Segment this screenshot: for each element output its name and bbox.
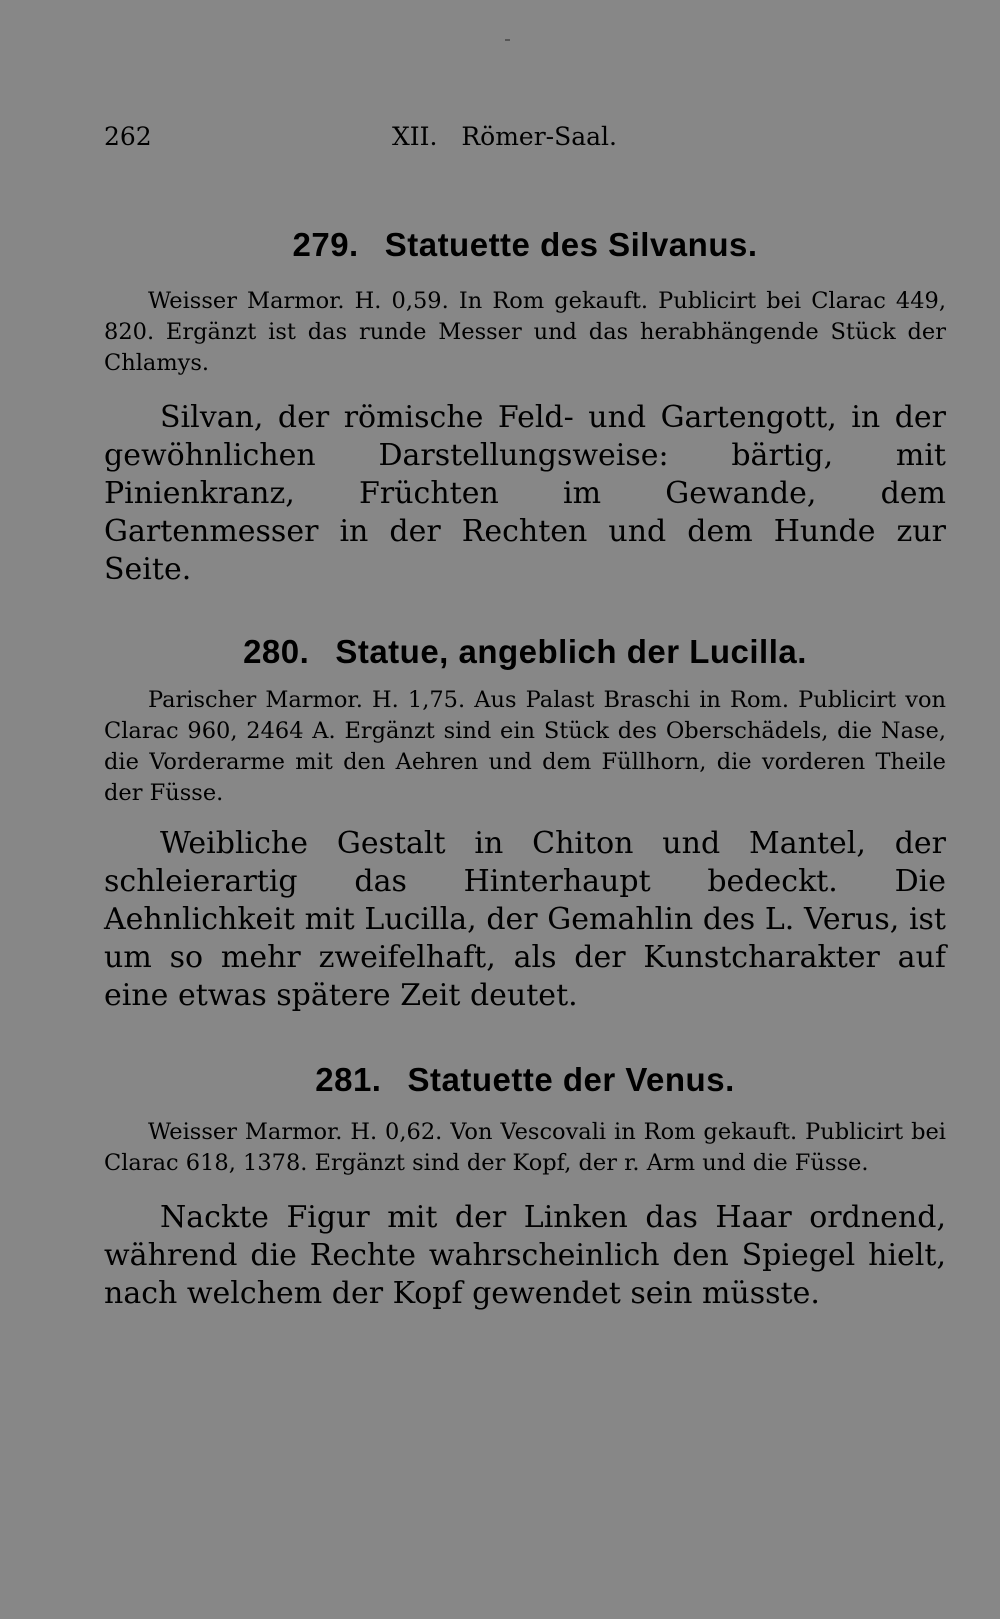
entry-279-heading: Statuette des Silvanus. [384, 226, 758, 263]
entry-280-body [104, 825, 946, 1015]
entry-279-title [104, 226, 946, 264]
entry-279-body [104, 399, 946, 589]
entry-281-meta [104, 1117, 946, 1179]
entry-279-number: 279. [292, 226, 359, 263]
entry-280-description: Weibliche Gestalt in Chiton und Mantel, der schleierartig das Hinterhaupt bedeckt. Die Aehnlichkeit mit Lucilla, der Gemahlin des L. Verus, ist um so mehr zweifelhaft, als der Kunstcharakter auf eine etwas spätere Zeit deutet. [104, 826, 946, 1013]
entry-280-meta [104, 685, 946, 809]
entry-281-body [104, 1199, 946, 1313]
entry-279-meta-text: Weisser Marmor. H. 0,59. In Rom gekauft. Publicirt bei Clarac 449, 820. Ergänzt ist das runde Messer und das herabhängende Stück der Chlamys. [104, 288, 946, 376]
entry-281-description: Nackte Figur mit der Linken das Haar ordnend, während die Rechte wahrscheinlich den Spiegel hielt, nach welchem der Kopf gewendet sein müsste. [104, 1200, 946, 1311]
running-header [104, 122, 946, 162]
entry-280-meta-text: Parischer Marmor. H. 1,75. Aus Palast Braschi in Rom. Publicirt von Clarac 960, 2464 A. Ergänzt sind ein Stück des Oberschädels, die Nase, die Vorderarme mit den Aehren und dem Füllhorn, die vorderen Theile der Füsse. [104, 687, 946, 806]
entry-279-meta [104, 286, 946, 379]
entry-280-title [104, 633, 946, 671]
entry-281-title [104, 1061, 946, 1099]
page-number: 262 [104, 122, 152, 151]
entry-279-description: Silvan, der römische Feld- und Gartengott, in der gewöhnlichen Darstellungsweise: bärtig, mit Pinienkranz, Früchten im Gewande, dem Gartenmesser in der Rechten und dem Hunde zur Seite. [104, 400, 946, 587]
entry-281-heading: Statuette der Venus. [407, 1061, 735, 1098]
paper-speck [505, 39, 510, 41]
section-title: XII. Römer-Saal. [392, 122, 617, 151]
entry-281-meta-text: Weisser Marmor. H. 0,62. Von Vescovali in Rom gekauft. Publicirt bei Clarac 618, 1378. Ergänzt sind der Kopf, der r. Arm und die Füsse. [104, 1119, 946, 1176]
entry-281-number: 281. [315, 1061, 382, 1098]
entry-280-number: 280. [243, 633, 310, 670]
entry-280-heading: Statue, angeblich der Lucilla. [335, 633, 807, 670]
book-page [104, 122, 946, 1313]
